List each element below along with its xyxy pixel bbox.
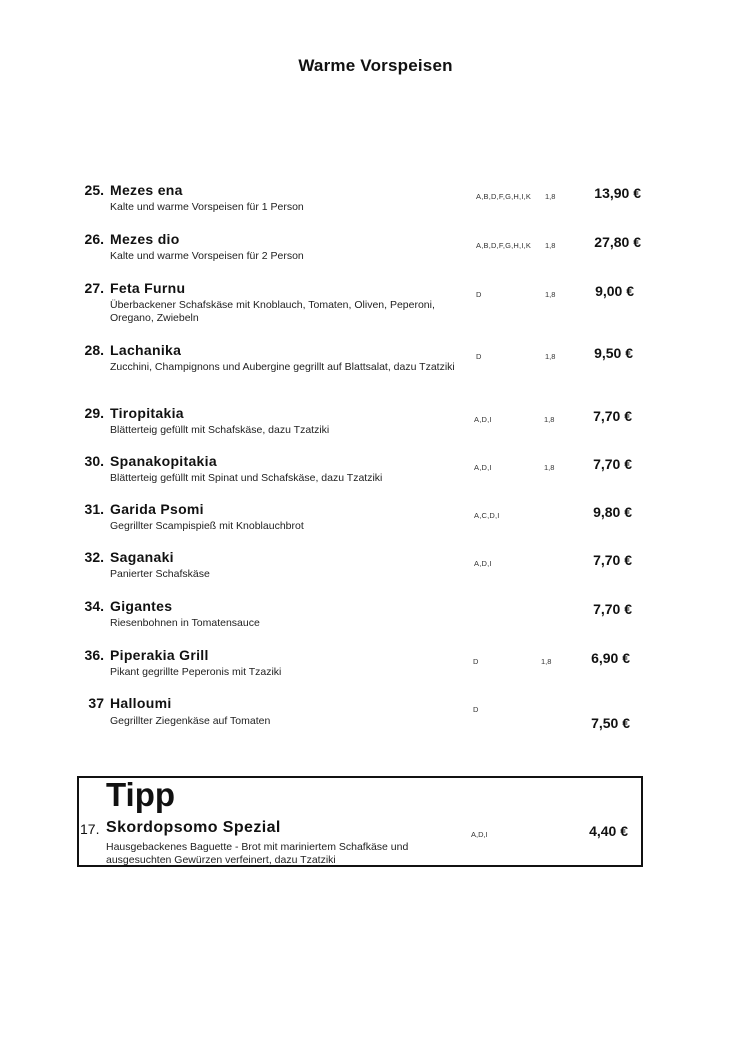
menu-item-number: 30. — [84, 453, 104, 469]
menu-item-name: Saganaki — [110, 549, 174, 565]
menu-item-price: 7,70 € — [593, 408, 632, 424]
menu-item-name: Garida Psomi — [110, 501, 204, 517]
menu-item-number: 29. — [84, 405, 104, 421]
menu-item-number: 36. — [84, 647, 104, 663]
menu-item-price: 13,90 € — [594, 185, 641, 201]
menu-item-allergens: D — [476, 352, 482, 361]
menu-item-additives: 1,8 — [545, 192, 556, 201]
menu-item-description: Riesenbohnen in Tomatensauce — [110, 617, 260, 629]
menu-item-number: 31. — [84, 501, 104, 517]
menu-item-allergens: A,D,I — [474, 415, 492, 424]
menu-item-price: 27,80 € — [594, 234, 641, 250]
menu-item-additives: 1,8 — [544, 415, 555, 424]
menu-item-allergens: D — [473, 657, 479, 666]
menu-item-allergens: D — [476, 290, 482, 299]
menu-item-price: 9,00 € — [595, 283, 634, 299]
page-title: Warme Vorspeisen — [298, 56, 453, 75]
menu-item-description: Panierter Schafskäse — [110, 568, 210, 580]
menu-item-name: Tiropitakia — [110, 405, 184, 421]
tipp-item-price: 4,40 € — [589, 823, 628, 839]
menu-item-price: 7,50 € — [591, 715, 630, 731]
tipp-item-description: Hausgebackenes Baguette - Brot mit mariniertem Schafkäse und ausgesuchten Gewürzen verfeinert, dazu Tzatziki — [106, 841, 409, 866]
menu-item-name: Feta Furnu — [110, 280, 186, 296]
menu-item-number: 32. — [84, 549, 104, 565]
menu-item-additives: 1,8 — [545, 241, 556, 250]
menu-item-name: Mezes ena — [110, 182, 183, 198]
menu-item-description: Pikant gegrillte Peperonis mit Tzaziki — [110, 666, 282, 678]
menu-item-allergens: A,C,D,I — [474, 511, 500, 520]
menu-item-additives: 1,8 — [541, 657, 552, 666]
menu-item-price: 9,80 € — [593, 504, 632, 520]
menu-item-price: 7,70 € — [593, 552, 632, 568]
menu-item-number: 34. — [84, 598, 104, 614]
menu-item-description: Gegrillter Scampispieß mit Knoblauchbrot — [110, 520, 304, 532]
menu-item-description: Blätterteig gefüllt mit Schafskäse, dazu Tzatziki — [110, 424, 330, 436]
menu-item-name: Lachanika — [110, 342, 182, 358]
menu-item-price: 7,70 € — [593, 456, 632, 472]
menu-item-number: 25. — [84, 182, 104, 198]
menu-item-description: Blätterteig gefüllt mit Spinat und Schafskäse, dazu Tzatziki — [110, 472, 383, 484]
menu-item-allergens: D — [473, 705, 479, 714]
menu-item-price: 9,50 € — [594, 345, 633, 361]
menu-item-description: Zucchini, Champignons und Aubergine gegrillt auf Blattsalat, dazu Tzatziki — [110, 361, 455, 373]
menu-item-price: 6,90 € — [591, 650, 630, 666]
tipp-item-name: Skordopsomo Spezial — [106, 819, 281, 836]
menu-item-number: 28. — [84, 342, 104, 358]
menu-item-description: Kalte und warme Vorspeisen für 1 Person — [110, 201, 304, 213]
tipp-title: Tipp — [106, 776, 176, 813]
menu-item-description: Überbackener Schafskäse mit Knoblauch, Tomaten, Oliven, Peperoni, Oregano, Zwiebeln — [110, 299, 435, 324]
menu-item-additives: 1,8 — [545, 290, 556, 299]
menu-item-name: Spanakopitakia — [110, 453, 217, 469]
menu-item-number: 27. — [84, 280, 104, 296]
menu-item-description: Gegrillter Ziegenkäse auf Tomaten — [110, 715, 271, 727]
menu-item-name: Piperakia Grill — [110, 647, 209, 663]
menu-item-additives: 1,8 — [545, 352, 556, 361]
menu-item-allergens: A,D,I — [474, 559, 492, 568]
tipp-item-number: 17. — [80, 821, 100, 837]
menu-item-name: Mezes dio — [110, 231, 180, 247]
menu-item-number: 37 — [88, 695, 104, 711]
menu-item-allergens: A,B,D,F,G,H,I,K — [476, 192, 532, 201]
menu-item-name: Gigantes — [110, 598, 173, 614]
menu-item-allergens: A,D,I — [474, 463, 492, 472]
menu-item-allergens: A,B,D,F,G,H,I,K — [476, 241, 532, 250]
tipp-item-allergens: A,D,I — [471, 830, 488, 839]
menu-item-price: 7,70 € — [593, 601, 632, 617]
menu-item-name: Halloumi — [110, 695, 172, 711]
menu-item-description: Kalte und warme Vorspeisen für 2 Person — [110, 250, 304, 262]
menu-item-number: 26. — [84, 231, 104, 247]
menu-item-additives: 1,8 — [544, 463, 555, 472]
